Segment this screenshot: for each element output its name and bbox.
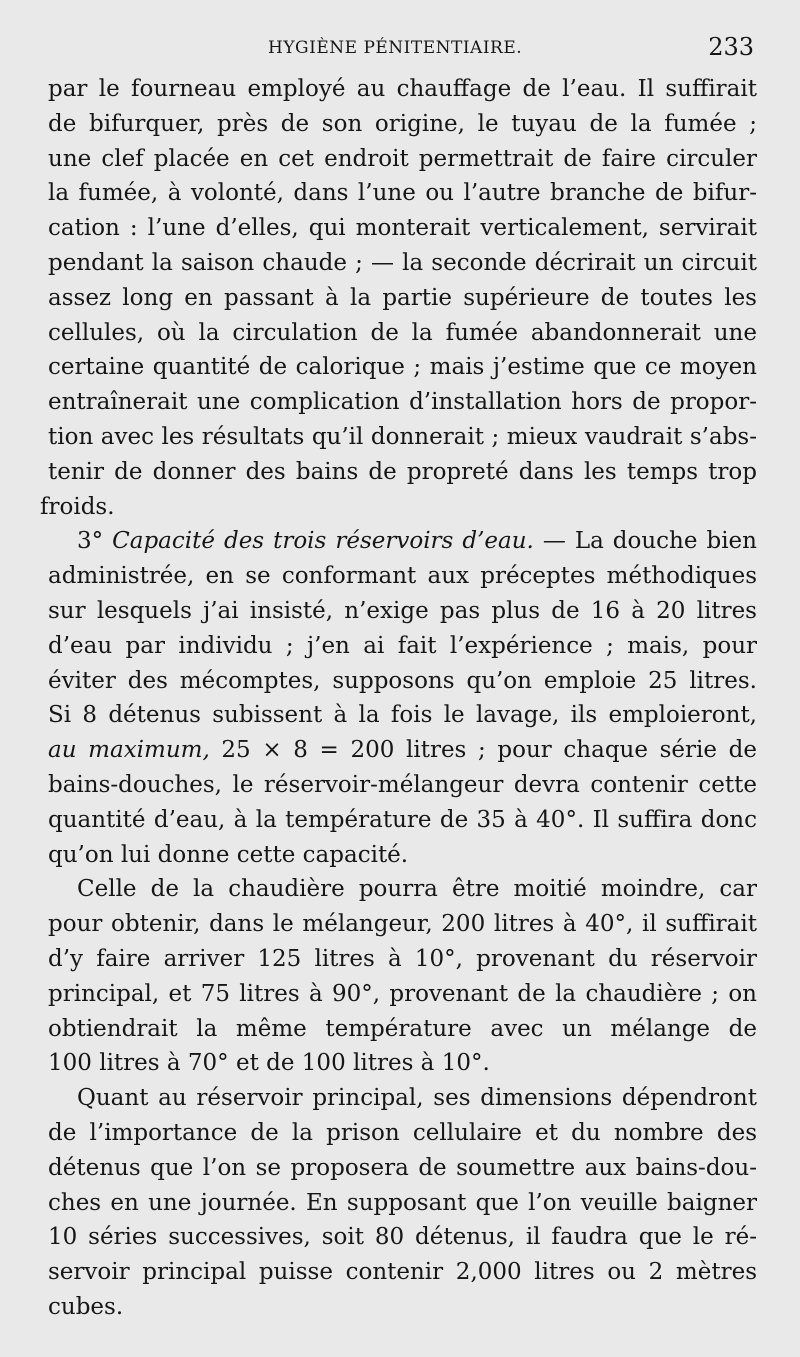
- text-line: cubes.: [48, 1293, 124, 1320]
- text-line: de l’importance de la prison cellulaire et du nombre des: [48, 1119, 757, 1146]
- text-line: tenir de donner des bains de propreté dans les temps trop: [48, 458, 757, 485]
- text-line: 10 séries successives, soit 80 détenus, il faudra que le ré-: [48, 1224, 757, 1251]
- text-line: cation : l’une d’elles, qui monterait verticalement, servirait: [48, 215, 757, 242]
- text-line: principal, et 75 litres à 90°, provenant de la chaudière ; on: [48, 980, 757, 1007]
- text-line: éviter des mécomptes, supposons qu’on emploie 25 litres.: [48, 667, 757, 694]
- text-line: servoir principal puisse contenir 2,000 litres ou 2 mètres: [48, 1259, 757, 1286]
- text-line: qu’on lui donne cette capacité.: [48, 841, 409, 868]
- text-line: quantité d’eau, à la température de 35 à 40°. Il suffira donc: [48, 806, 757, 833]
- text-line: d’y faire arriver 125 litres à 10°, provenant du réservoir: [48, 945, 757, 972]
- text-line: bains-douches, le réservoir-mélangeur devra contenir cette: [48, 771, 757, 798]
- text-line: cellules, où la circulation de la fumée abandonnerait une: [48, 319, 757, 346]
- body-text: [40, 72, 757, 1325]
- text-line: sur lesquels j’ai insisté, n’exige pas plus de 16 à 20 litres: [48, 597, 757, 624]
- text-line: Si 8 détenus subissent à la fois le lavage, ils emploieront,: [48, 702, 757, 729]
- section-heading-line: [48, 524, 757, 559]
- text-line: pour obtenir, dans le mélangeur, 200 litres à 40°, il suffirait: [48, 911, 757, 938]
- italic-phrase: au maximum,: [48, 737, 210, 764]
- text-line: certaine quantité de calorique ; mais j’estime que ce moyen: [48, 354, 757, 381]
- text-line: de bifurquer, près de son origine, le tuyau de la fumée ;: [48, 110, 757, 137]
- running-title: HYGIÈNE PÉNITENTIAIRE.: [268, 38, 523, 58]
- text-line: détenus que l’on se proposera de soumettre aux bains-dou-: [48, 1154, 757, 1181]
- text-line: une clef placée en cet endroit permettrait de faire circuler: [48, 145, 757, 172]
- text-line: administrée, en se conformant aux préceptes méthodiques: [48, 563, 757, 590]
- text-line: froids.: [40, 493, 115, 520]
- formula-line: [48, 733, 757, 768]
- text-line: d’eau par individu ; j’en ai fait l’expérience ; mais, pour: [48, 632, 757, 659]
- text-line: ches en une journée. En supposant que l’on veuille baigner: [48, 1189, 757, 1216]
- page-number: 233: [708, 33, 754, 61]
- text-line: la fumée, à volonté, dans l’une ou l’autre branche de bifur-: [48, 180, 757, 207]
- text-line: entraînerait une complication d’installation hors de propor-: [48, 389, 757, 416]
- text-line: obtiendrait la même température avec un mélange de: [48, 1015, 757, 1042]
- section-number: 3°: [77, 528, 113, 555]
- text-line: tion avec les résultats qu’il donnerait ; mieux vaudrait s’abs-: [48, 423, 757, 450]
- section-heading-rest: — La douche bien: [533, 528, 757, 555]
- running-head: [0, 30, 800, 70]
- text-line: Quant au réservoir principal, ses dimensions dépendront: [77, 1085, 757, 1112]
- text-line: pendant la saison chaude ; — la seconde décrirait un circuit: [48, 249, 757, 276]
- formula-rest: 25 × 8 = 200 litres ; pour chaque série de: [209, 737, 757, 764]
- text-line: par le fourneau employé au chauffage de l’eau. Il suffirait: [48, 76, 757, 102]
- text-line: Celle de la chaudière pourra être moitié moindre, car: [77, 876, 757, 903]
- text-line: assez long en passant à la partie supérieure de toutes les: [48, 284, 757, 311]
- section-title: Capacité des trois réservoirs d’eau.: [112, 528, 534, 555]
- text-line: 100 litres à 70° et de 100 litres à 10°.: [48, 1050, 490, 1077]
